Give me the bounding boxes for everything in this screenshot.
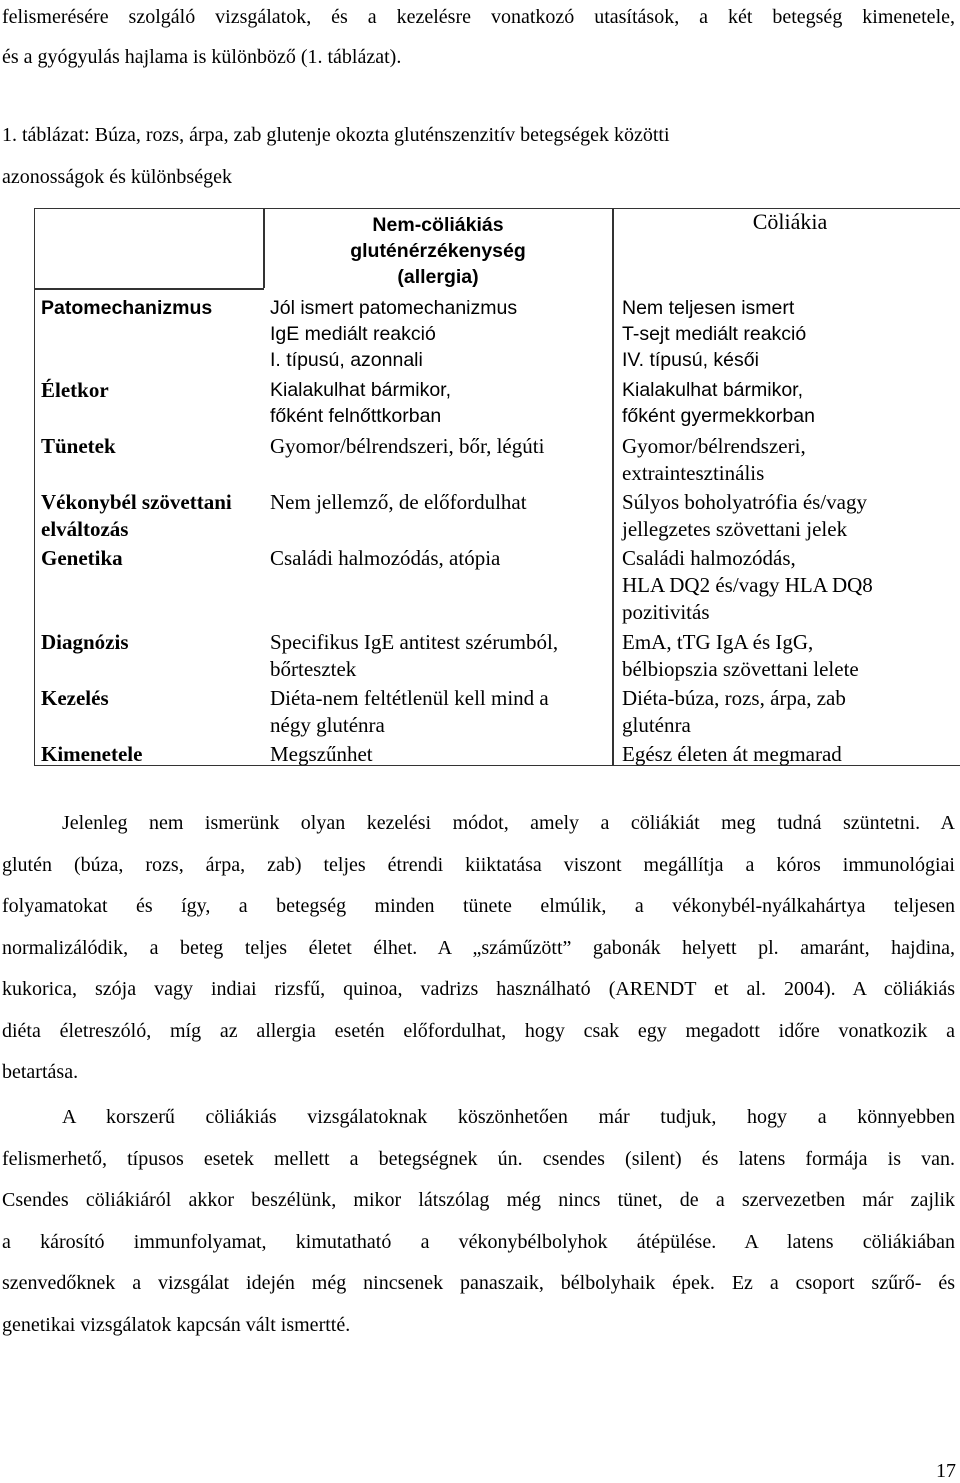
table-divider-right xyxy=(612,208,614,765)
header-col2 xyxy=(264,212,612,290)
row-col2-cell xyxy=(270,295,517,373)
row-col2-line: főként felnőttkorban xyxy=(270,405,442,427)
row-col3-line: extraintesztinális xyxy=(622,461,765,485)
row-col3-cell xyxy=(622,295,806,373)
table-caption-line-1: 1. táblázat: Búza, rozs, árpa, zab glutenje okozta gluténszenzitív betegségek közötti xyxy=(2,124,670,146)
header-col2-line-1: Nem-cöliákiás xyxy=(372,214,504,236)
row-col3-line: Családi halmozódás, xyxy=(622,546,796,570)
row-label: Tünetek xyxy=(41,434,116,458)
intro-line-2: és a gyógyulás hajlama is különböző (1. táblázat). xyxy=(2,46,402,68)
paragraph-line: glutén (búza, rozs, árpa, zab) teljes étrendi kiiktatása viszont megállítja a kóros immunológiai xyxy=(2,853,955,876)
row-col3-line: Kialakulhat bármikor, xyxy=(622,379,804,401)
row-col2-line: Megszűnhet xyxy=(270,742,373,766)
row-col3-cell xyxy=(622,377,815,429)
row-col2-cell xyxy=(270,741,373,768)
row-col3-line: pozitivitás xyxy=(622,600,710,624)
row-col2-line: bőrtesztek xyxy=(270,657,357,681)
paragraph-line: a károsító immunfolyamat, kimutatható a vékonybélbolyhok átépülése. A latens cöliákiában xyxy=(2,1230,955,1253)
row-col3-line: T-sejt mediált reakció xyxy=(622,323,807,345)
row-col2-line: I. típusú, azonnali xyxy=(270,349,423,371)
row-col3-cell xyxy=(622,433,806,487)
row-col3-cell xyxy=(622,741,842,768)
row-col3-line: bélbiopszia szövettani lelete xyxy=(622,657,859,681)
row-col2-cell xyxy=(270,377,451,429)
row-col3-line: Diéta-búza, rozs, árpa, zab xyxy=(622,686,846,710)
paragraph-line: kukorica, szója vagy indiai rizsfű, quinoa, vadrizs használható (ARENDT et al. 2004). A cöliákiás xyxy=(2,978,955,1000)
row-col3-cell xyxy=(622,489,867,543)
paragraph-line: normalizálódik, a beteg teljes életet élhet. A „száműzött” gabonák helyett pl. amaránt, hajdina, xyxy=(2,936,955,959)
row-col3-cell xyxy=(622,545,873,626)
paragraph-line: betartása. xyxy=(2,1061,79,1083)
header-col3: Cöliákia xyxy=(752,209,828,234)
row-col3-line: IV. típusú, késői xyxy=(622,349,759,371)
row-label: Diagnózis xyxy=(41,630,129,654)
paragraph-line: folyamatokat és így, a betegség minden tünete elmúlik, a vékonybél-nyálkahártya teljesen xyxy=(2,895,955,917)
page-number: 17 xyxy=(936,1460,956,1482)
row-col2-line: Nem jellemző, de előfordulhat xyxy=(270,490,527,514)
row-col2-cell xyxy=(270,545,500,572)
header-col2-line-3: (allergia) xyxy=(397,266,479,288)
row-col2-cell xyxy=(270,433,544,460)
row-col2-line: Kialakulhat bármikor, xyxy=(270,379,452,401)
row-col2-line: IgE mediált reakció xyxy=(270,323,436,345)
intro-line-1: felismerésére szolgáló vizsgálatok, és a kezelésre vonatkozó utasítások, a két betegség kimenetele, xyxy=(2,6,955,28)
row-col3-line: Egész életen át megmarad xyxy=(622,742,842,766)
row-col3-line: gluténra xyxy=(622,713,691,737)
row-col3-line: főként gyermekkorban xyxy=(622,405,815,427)
header-col2-line-2: gluténérzékenység xyxy=(350,240,526,262)
row-col3-line: Nem teljesen ismert xyxy=(622,297,795,319)
row-col3-line: jellegzetes szövettani jelek xyxy=(622,517,848,541)
table-header-rule xyxy=(34,288,264,290)
row-label: Patomechanizmus xyxy=(41,297,213,319)
row-col3-cell xyxy=(622,629,859,683)
row-col2-line: Diéta-nem feltétlenül kell mind a xyxy=(270,686,549,710)
row-label: Kezelés xyxy=(41,686,109,710)
row-col3-line: HLA DQ2 és/vagy HLA DQ8 xyxy=(622,573,873,597)
row-col2-line: négy gluténra xyxy=(270,713,385,737)
row-col2-cell xyxy=(270,489,527,516)
paragraph-line: Csendes cöliákiáról akkor beszélünk, mikor látszólag még nincs tünet, de a szervezetben már zajlik xyxy=(2,1189,955,1211)
row-label: Életkor xyxy=(41,378,109,402)
row-col3-line: Gyomor/bélrendszeri, xyxy=(622,434,806,458)
paragraph-line: A korszerű cöliákiás vizsgálatoknak köszönhetően már tudjuk, hogy a könnyebben xyxy=(62,1106,955,1128)
row-col3-cell xyxy=(622,685,846,739)
row-label: Vékonybél szövettani elváltozás xyxy=(41,490,232,541)
row-col2-cell xyxy=(270,629,558,683)
table-caption-line-2: azonosságok és különbségek xyxy=(2,166,232,188)
row-col3-line: Súlyos boholyatrófia és/vagy xyxy=(622,490,867,514)
row-label: Kimenetele xyxy=(41,742,143,766)
paragraph-line: genetikai vizsgálatok kapcsán vált ismertté. xyxy=(2,1313,351,1336)
paragraph-line: felismerhető, típusos esetek mellett a betegségnek ún. csendes (silent) és latens formája is van. xyxy=(2,1147,955,1170)
row-label: Genetika xyxy=(41,546,123,570)
row-col2-line: Jól ismert patomechanizmus xyxy=(270,297,518,319)
paragraph-line: diéta életreszóló, míg az allergia esetén előfordulhat, hogy csak egy megadott időre vonatkozik a xyxy=(2,1019,955,1042)
paragraph-line: szenvedőknek a vizsgálat idején még nincsenek panaszaik, bélbolyhaik épek. Ez a csoport szűrő- és xyxy=(2,1272,955,1294)
row-col3-line: EmA, tTG IgA és IgG, xyxy=(622,630,814,654)
row-col2-line: Specifikus IgE antitest szérumból, xyxy=(270,630,559,654)
paragraph-line: Jelenleg nem ismerünk olyan kezelési módot, amely a cöliákiát meg tudná szüntetni. A xyxy=(62,812,955,834)
row-col2-line: Családi halmozódás, atópia xyxy=(270,546,501,570)
row-col2-cell xyxy=(270,685,549,739)
row-col2-line: Gyomor/bélrendszeri, bőr, légúti xyxy=(270,434,545,458)
